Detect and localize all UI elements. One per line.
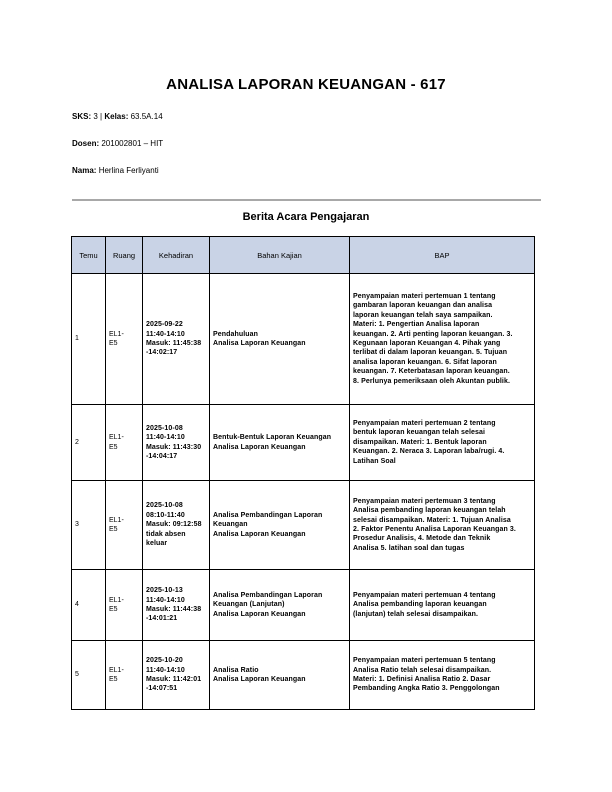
bap-line: selesai disampaikan. Materi: 1. Tujuan Analisa [353,516,511,524]
bap-line: Analisa pembanding laporan keuangan telah [353,507,506,515]
ruang-line: EL1- [109,516,124,524]
bahan-line: Bentuk-Bentuk Laporan Keuangan [213,434,332,442]
page-title: ANALISA LAPORAN KEUANGAN - 617 [166,76,446,93]
dosen-value: 201002801 – HIT [101,139,164,148]
header-bahan-kajian: Bahan Kajian [210,237,350,274]
ruang-line: E5 [109,340,118,347]
nama-line [72,166,159,175]
kehadiran-cell [143,481,210,570]
bahan-line: Analisa Pembandingan Laporan [213,591,323,599]
bap-line: Penyampaian materi pertemuan 2 tentang [353,419,496,427]
bap-cell [350,481,535,570]
table-row [72,481,535,570]
bahan-kajian-cell [210,570,350,641]
kehadiran-line: -14:02:17 [146,349,178,357]
bap-line: Materi: 1. Definisi Analisa Ratio 2. Dasar [353,676,491,683]
bahan-kajian-cell [210,641,350,710]
kehadiran-line: Masuk: 11:44:38 [146,606,202,613]
bap-line: Analisa pembanding laporan keuangan [353,601,487,609]
bap-line: Materi: 1. Pengertian Analisa laporan [353,321,480,329]
table-row [72,641,535,710]
table-row [72,405,535,481]
bap-table [71,236,535,710]
bap-line: Prosedur Analisis, 4. Metode dan Teknik [353,535,491,543]
kehadiran-line: 2025-10-08 [146,502,183,510]
kehadiran-line: 2025-10-20 [146,657,183,665]
bap-line: Analisa 5. latihan soal dan tugas [353,544,465,552]
temu-cell: 5 [72,641,106,710]
bap-cell [350,274,535,405]
kehadiran-line: tidak absen [146,530,186,538]
kehadiran-line: 2025-09-22 [146,321,183,329]
bahan-kajian-cell [210,274,350,405]
kehadiran-line: 08:10-11:40 [146,511,185,519]
bahan-line: Analisa Laporan Keuangan [213,340,306,347]
bap-line: laporan keuangan telah saya sampaikan. [353,311,493,319]
ruang-line: E5 [109,606,118,613]
kehadiran-line: 11:40-14:10 [146,434,185,442]
section-title: Berita Acara Pengajaran [242,211,370,223]
horizontal-divider [72,199,541,201]
bahan-line: Analisa Laporan Keuangan [213,610,306,618]
ruang-cell [106,405,143,481]
bap-line: keuangan. 7. Keterbatasan laporan keuangan. [353,368,510,376]
table-row [72,274,535,405]
kehadiran-line: 11:40-14:10 [146,596,185,604]
ruang-cell [106,274,143,405]
bap-cell [350,405,535,481]
bahan-line: Pendahuluan [213,330,259,338]
ruang-cell [106,570,143,641]
bap-line: Latihan Soal [353,457,396,465]
kehadiran-cell [143,641,210,710]
bap-line: gambaran laporan keuangan dan analisa [353,302,493,310]
bap-line: disampaikan. Materi: 1. Bentuk laporan [353,438,487,446]
kehadiran-line: Masuk: 11:42:01 [146,676,202,683]
kelas-label: Kelas: [104,112,129,121]
bap-line: Penyampaian materi pertemuan 4 tentang [353,591,496,599]
header-kehadiran: Kehadiran [143,237,210,274]
kehadiran-cell [143,274,210,405]
bap-line: keuangan. 2. Arti penting laporan keuangan. 3. [353,330,513,338]
kehadiran-cell [143,570,210,641]
kehadiran-line: -14:07:51 [146,685,178,693]
separator: | [100,112,103,121]
kehadiran-line: 2025-10-08 [146,424,183,432]
bap-line: terlibat di dalam laporan keuangan. 5. Tujuan [353,349,508,357]
bap-line: Keuangan. 2. Neraca 3. Laporan laba/rugi. 4. [353,448,505,456]
bahan-line: Analisa Laporan Keuangan [213,530,306,538]
nama-label: Nama: [72,166,97,175]
header-ruang: Ruang [106,237,143,274]
bap-line: Penyampaian materi pertemuan 3 tentang [353,497,496,505]
kehadiran-line: Masuk: 09:12:58 [146,521,202,529]
dosen-label: Dosen: [72,139,100,148]
bahan-kajian-cell [210,405,350,481]
table-header-row [72,237,535,274]
ruang-cell [106,481,143,570]
kehadiran-line: 2025-10-13 [146,587,183,595]
bap-line: Penyampaian materi pertemuan 1 tentang [353,292,496,300]
ruang-line: EL1- [109,666,124,674]
bap-line: Penyampaian materi pertemuan 5 tentang [353,657,496,665]
bap-line: analisa laporan keuangan. 6. Sifat laporan [353,358,497,366]
bahan-line: Analisa Laporan Keuangan [213,676,306,683]
temu-cell: 2 [72,405,106,481]
ruang-line: E5 [109,526,118,533]
bap-line: bentuk laporan keuangan telah selesai [353,429,486,437]
nama-value: Herlina Ferliyanti [98,166,159,175]
bap-cell [350,641,535,710]
ruang-line: E5 [109,676,118,683]
bap-cell [350,570,535,641]
bahan-line: Analisa Laporan Keuangan [213,443,306,451]
bap-line: 2. Faktor Penentu Analisa Laporan Keuangan 3. [353,526,516,533]
bahan-line: Keuangan (Lanjutan) [213,601,285,609]
temu-cell: 4 [72,570,106,641]
kehadiran-line: Masuk: 11:43:30 [146,443,202,451]
kehadiran-line: 11:40-14:10 [146,666,185,674]
bahan-line: Keuangan [213,521,248,529]
ruang-line: E5 [109,443,118,451]
bap-line: (lanjutan) telah selesai disampaikan. [353,610,479,618]
ruang-line: EL1- [109,596,124,604]
bahan-line: Analisa Pembandingan Laporan [213,511,323,519]
sks-value: 3 [93,112,98,121]
dosen-line [72,139,163,148]
header-bap: BAP [350,237,535,274]
bap-line: Pembanding Angka Ratio 3. Penggolongan [353,685,500,693]
table-row [72,570,535,641]
kehadiran-line: 11:40-14:10 [146,330,185,338]
ruang-line: EL1- [109,434,124,442]
kehadiran-line: -14:04:17 [146,452,178,460]
bap-line: 8. Perlunya pemeriksaan oleh Akuntan publik. [353,377,511,385]
bahan-kajian-cell [210,481,350,570]
sks-kelas-line [72,112,163,121]
kelas-value: 63.5A.14 [130,112,163,121]
sks-label: SKS: [72,112,92,121]
kehadiran-line: keluar [146,540,168,548]
temu-cell: 1 [72,274,106,405]
ruang-cell [106,641,143,710]
kehadiran-cell [143,405,210,481]
bap-line: Analisa Ratio telah selesai disampaikan. [353,666,492,674]
temu-cell: 3 [72,481,106,570]
bahan-line: Analisa Ratio [213,666,259,674]
kehadiran-line: -14:01:21 [146,615,178,623]
bap-line: Kegunaan laporan Keuangan 4. Pihak yang [353,340,501,347]
ruang-line: EL1- [109,330,124,338]
kehadiran-line: Masuk: 11:45:38 [146,340,202,347]
header-temu: Temu [72,237,106,274]
